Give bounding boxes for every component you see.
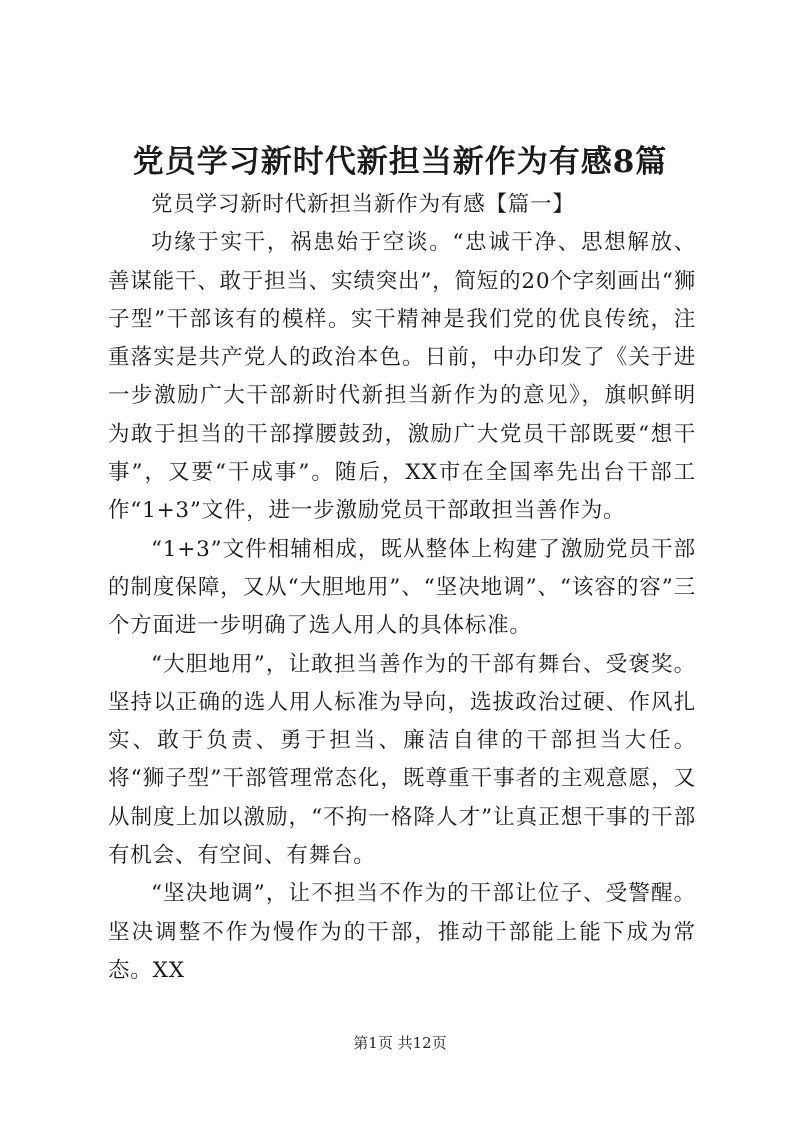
page-footer: 第1页 共12页 — [353, 1034, 447, 1052]
document-title: 党员学习新时代新担当新作为有感8篇 — [132, 144, 668, 180]
document-body — [108, 186, 696, 990]
paragraph: “坚决地调”，让不担当不作为的干部让位子、受警醒。坚决调整不作为慢作为的干部，推动干部能上能下成为常态。XX — [108, 881, 696, 983]
paragraph: “1+3”文件相辅相成，既从整体上构建了激励党员干部的制度保障，又从“大胆地用”、“坚决地调”、“该容的容”三个方面进一步明确了选人用人的具体标准。 — [108, 536, 696, 639]
paragraph: “大胆地用”，让敢担当善作为的干部有舞台、受褒奖。坚持以正确的选人用人标准为导向，选拔政治过硬、作风扎实、敢于负责、勇于担当、廉洁自律的干部担当大任。将“狮子型”干部管理常态化，既尊重干事者的主观意愿，又从制度上加以激励，“不拘一格降人才”让真正想干事的干部有机会、有空间、有舞台。 — [108, 651, 696, 869]
paragraph: 功缘于实干，祸患始于空谈。“忠诚干净、思想解放、善谋能干、敢于担当、实绩突出”，简短的20个字刻画出“狮子型”干部该有的模样。实干精神是我们党的优良传统，注重落实是共产党人的政治本色。日前，中办印发了《关于进一步激励广大干部新时代新担当新作为的意见》，旗帜鲜明为敢于担当的干部撑腰鼓劲，激励广大党员干部既要“想干事”，又要“干成事”。随后，XX市在全国率先出台干部工作“1+3”文件，进一步激励党员干部敢担当善作为。 — [108, 230, 696, 524]
section-heading: 党员学习新时代新担当新作为有感【篇一】 — [151, 192, 575, 217]
